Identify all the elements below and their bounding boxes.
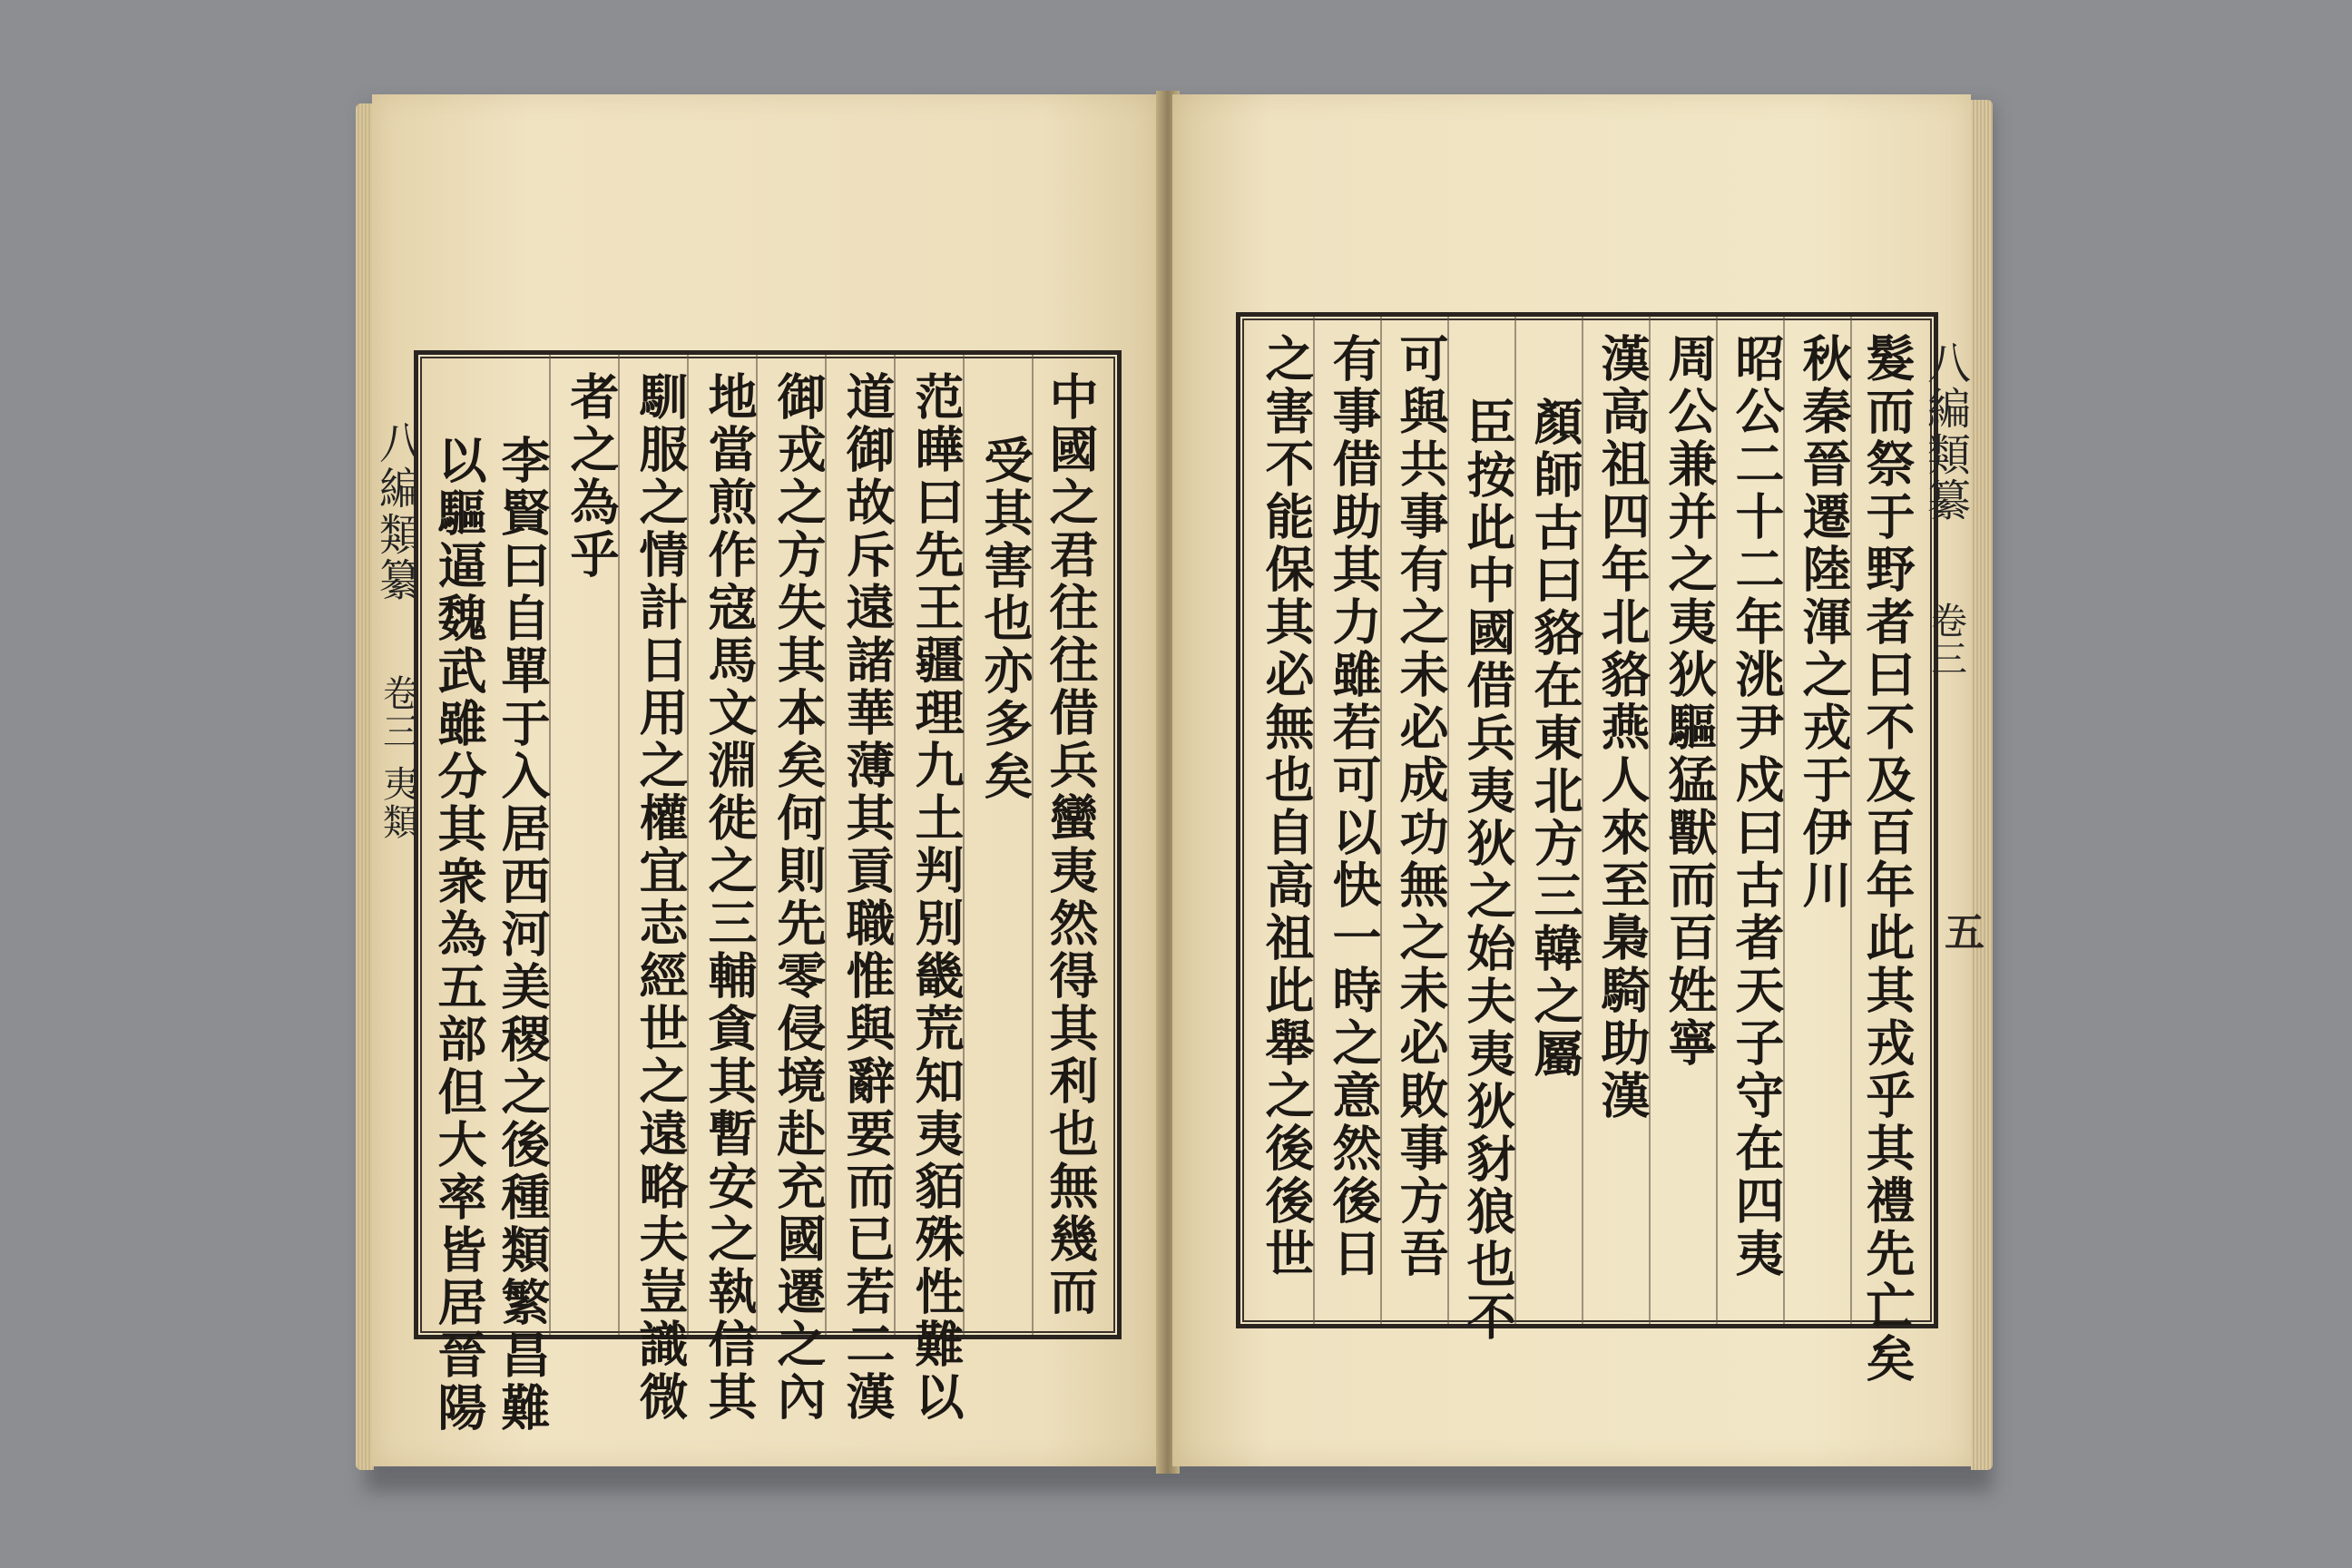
- right-page: [1172, 94, 1984, 1466]
- left-page: [372, 94, 1161, 1466]
- right-text-frame: [1236, 312, 1938, 1386]
- left-banxin-category: 夷類: [383, 764, 419, 844]
- text-column: 秋秦晉遷陸渾之戎于伊川: [1795, 333, 1853, 912]
- text-column: 李賢曰自單于入居西河美稷之後種類繁昌難: [494, 435, 552, 1435]
- right-banxin-volume: 卷三: [1931, 601, 1967, 681]
- text-column: 漢高祖四年北貉燕人來至梟騎助漢: [1593, 333, 1651, 1122]
- page-stack-right: [1971, 100, 1993, 1470]
- text-column: 道御故斥遠諸華薄其貢職惟與辭要而已若二漢: [838, 371, 897, 1424]
- text-column: 者之為乎: [563, 371, 621, 582]
- text-column: 顏師古曰貉在東北方三韓之屬: [1526, 397, 1584, 1081]
- text-column: 周公兼并之夷狄驅猛獸而百姓寧: [1661, 333, 1719, 1070]
- text-column: 受其害也亦多矣: [976, 435, 1034, 803]
- text-column: 馴服之情計日用之權宜志經世之遠略夫豈識微: [632, 371, 690, 1424]
- page-stack-left: [356, 103, 374, 1470]
- text-column: 有事借助其力雖若可以快一時之意然後日: [1325, 333, 1383, 1280]
- right-banxin-title: 八編類纂: [1926, 338, 1971, 527]
- text-column: 御戎之方失其本矣何則先零侵境赴充國遷之內: [769, 371, 828, 1424]
- page-number: 五: [1937, 911, 1984, 951]
- left-banxin-volume: 卷三: [383, 673, 419, 753]
- text-column: 之害不能保其必無也自高祖此舉之後後世: [1258, 333, 1316, 1280]
- text-column: 地當煎作寇馬文淵徙之三輔貪其暫安之執信其: [701, 371, 759, 1424]
- left-text-frame: [414, 350, 1122, 1435]
- text-column: 中國之君往往借兵蠻夷然得其利也無幾而: [1042, 371, 1100, 1318]
- text-column: 臣按此中國借兵夷狄之始夫夷狄豺狼也不: [1459, 397, 1517, 1344]
- text-column: 可與共事有之未必成功無之未必敗事方吾: [1392, 333, 1450, 1280]
- text-column: 范曄曰先王疆理九土判別畿荒知夷貊殊性難以: [907, 371, 965, 1424]
- text-column: 髮而祭于野者曰不及百年此其戎乎其禮先亡矣: [1858, 333, 1916, 1386]
- text-column: 昭公二十二年洮尹戍曰古者天子守在四夷: [1728, 333, 1786, 1280]
- text-column: 以驅逼魏武雖分其衆為五部但大率皆居晉陽: [430, 435, 488, 1435]
- left-banxin-title: 八編類纂: [378, 418, 423, 607]
- open-book: [356, 91, 1993, 1479]
